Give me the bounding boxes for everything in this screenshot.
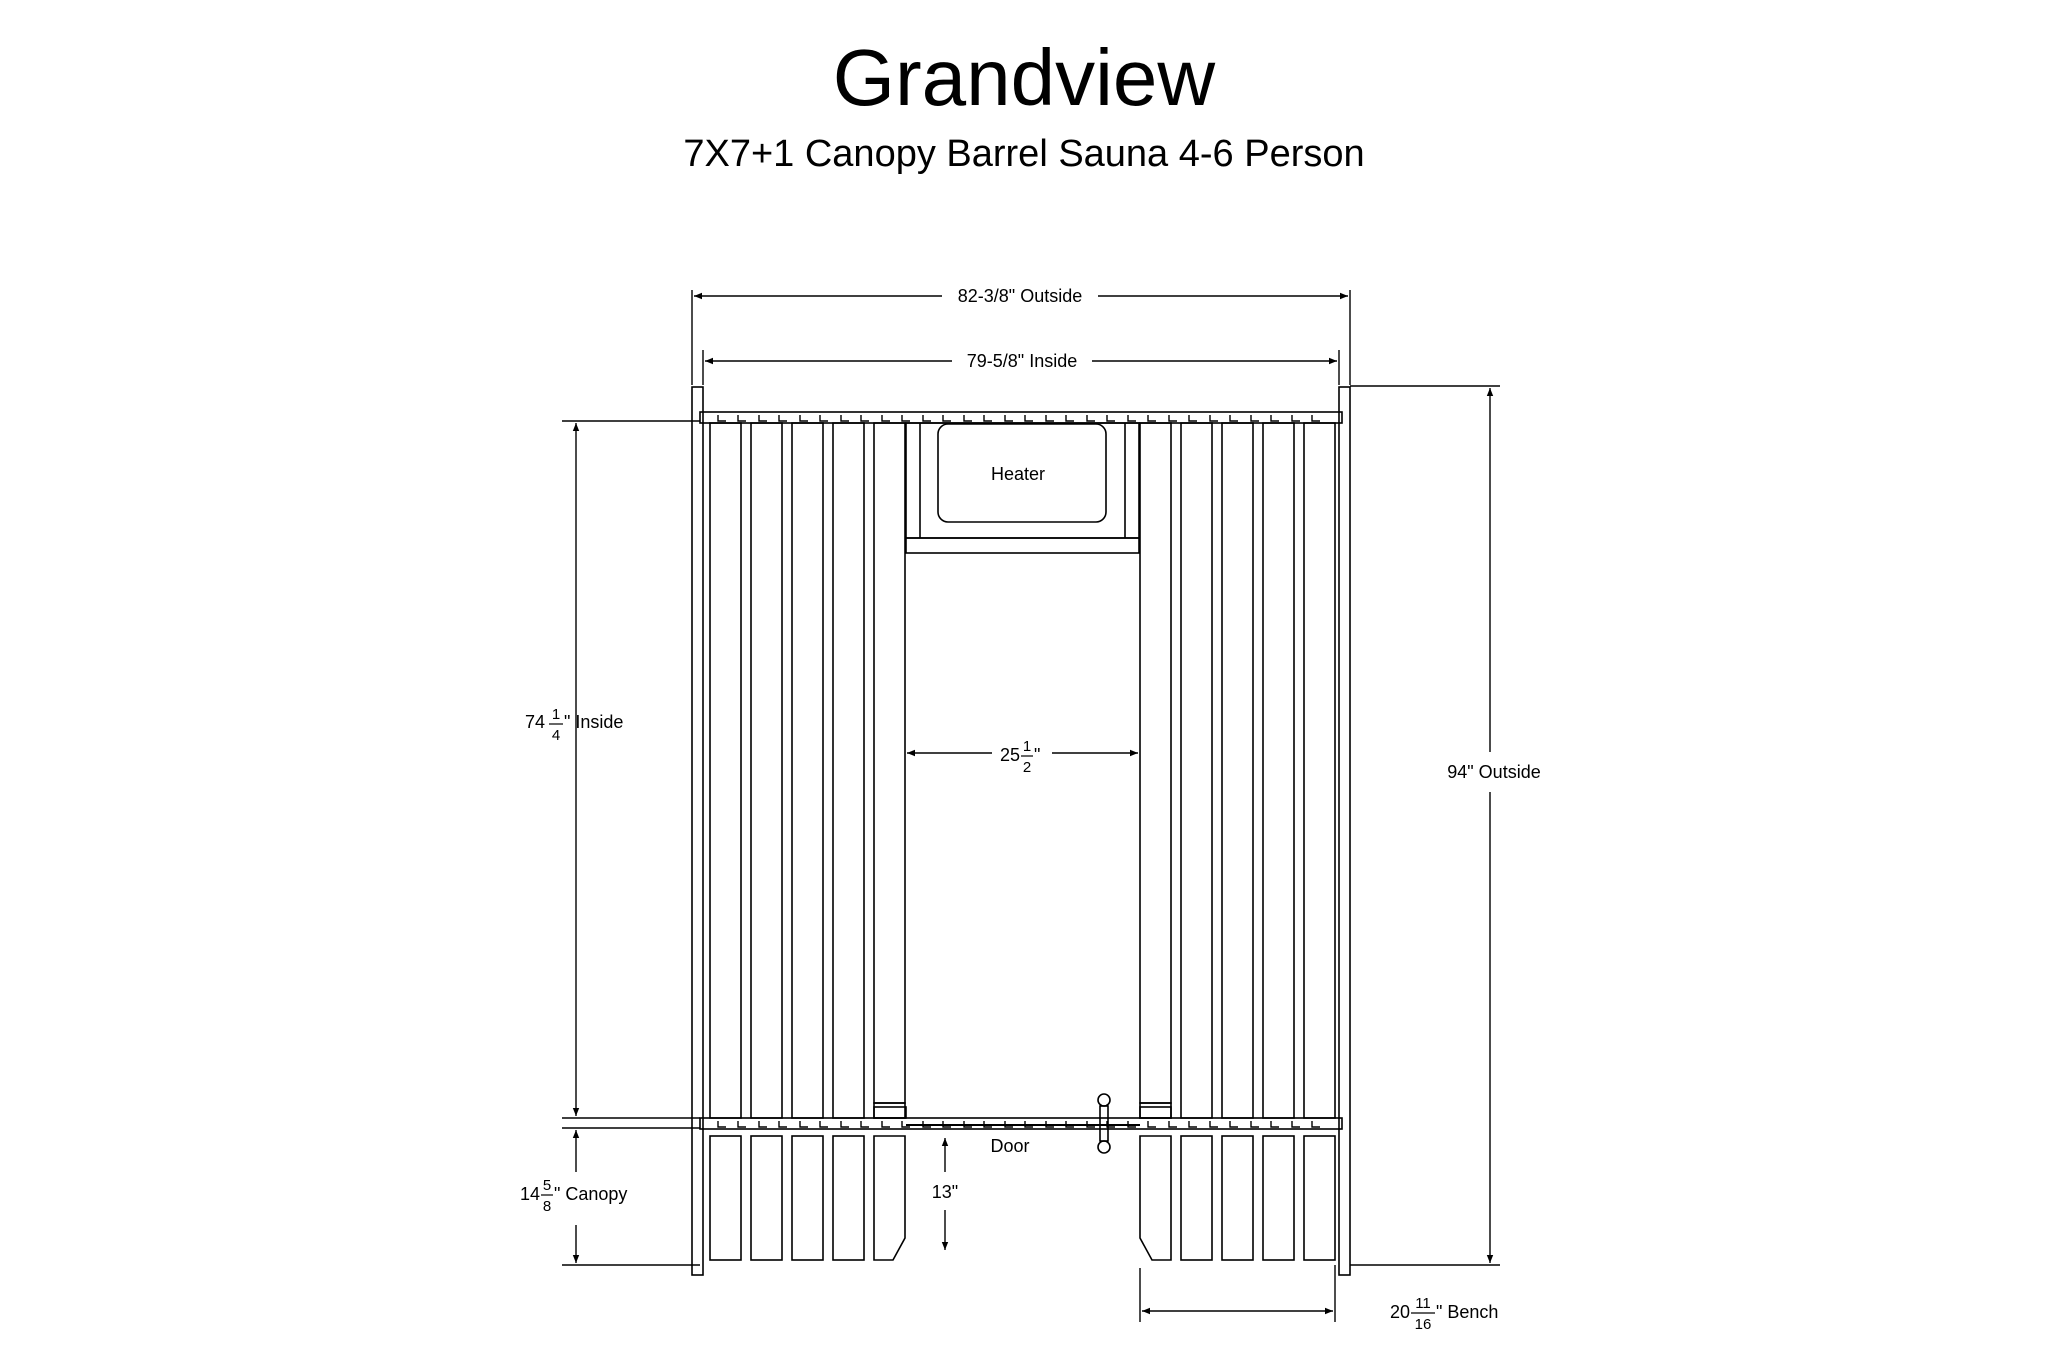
outside-depth-label: 94" Outside [1447,762,1541,782]
back-wall-right-slats [1140,423,1335,1118]
rail-clip [861,415,869,421]
rail-clip [984,415,992,421]
rail-clip [759,415,767,421]
rail-clip [1230,415,1238,421]
svg-text:16: 16 [1414,1316,1432,1333]
rail-clip [1169,1121,1177,1127]
rail-clip [1251,415,1259,421]
back-wall-left-slats [710,423,905,1118]
door-handle [1098,1094,1110,1153]
rail-clip [1271,1121,1279,1127]
rail-clip [902,415,910,421]
rail-clip [923,415,931,421]
svg-text:14: 14 [519,1184,540,1204]
rail-clip [718,1121,726,1127]
rail-clip [1210,1121,1218,1127]
svg-text:" Bench: " Bench [1436,1302,1499,1322]
rail-clip [1128,415,1136,421]
rail-clip [861,1121,869,1127]
rail-clip [1312,1121,1320,1127]
rail-clip [841,415,849,421]
canopy-right-slats [1140,1136,1335,1260]
svg-text:" Canopy: " Canopy [554,1184,628,1204]
rail-clip [800,1121,808,1127]
right-post [1339,387,1350,1275]
rail-clip [882,415,890,421]
rail-clip [1005,415,1013,421]
rail-clip [1210,415,1218,421]
door-jamb-right [1140,1107,1171,1118]
rail-clip [1046,415,1054,421]
inside-width-label: 79-5/8" Inside [966,351,1078,371]
rail-clip [1312,415,1320,421]
rail-clip [1292,1121,1300,1127]
rail-clip [718,415,726,421]
svg-text:2: 2 [1022,759,1032,776]
rail-clip [964,415,972,421]
rail-clip [841,1121,849,1127]
rail-clip [1292,415,1300,421]
svg-text:8: 8 [542,1198,552,1215]
rail-clip [1271,415,1279,421]
svg-text:74: 74 [524,712,545,732]
rail-clip [1107,415,1115,421]
svg-text:": " [1034,745,1041,765]
diagram-title: Grandview [832,33,1216,122]
svg-text:5: 5 [542,1177,552,1194]
diagram-subtitle: 7X7+1 Canopy Barrel Sauna 4-6 Person [683,133,1365,175]
rail-clip [779,415,787,421]
heater-label: Heater [990,464,1046,484]
rail-clip [800,415,808,421]
rail-clip [1230,1121,1238,1127]
back-rail [700,412,1342,423]
svg-text:4: 4 [551,727,561,744]
heater-guard-base [906,538,1139,553]
aisle-width-label [1000,738,1040,776]
step-label: 13" [931,1182,959,1202]
svg-text:25: 25 [999,745,1020,765]
svg-text:20: 20 [1389,1302,1410,1322]
rail-clip [1189,1121,1197,1127]
rail-clip [1066,415,1074,421]
canopy-left-slats [710,1136,905,1260]
svg-text:11: 11 [1415,1295,1431,1312]
rail-clip [1251,1121,1259,1127]
door-jamb-left [874,1107,906,1118]
rail-clip [759,1121,767,1127]
rail-clip [820,1121,828,1127]
rail-clip [1169,415,1177,421]
rail-clip [738,1121,746,1127]
rail-clip [779,1121,787,1127]
inside-depth-label [525,706,623,744]
rail-clip [1025,415,1033,421]
rail-clip [1087,415,1095,421]
front-rail [700,1118,1342,1129]
rail-clip [1189,415,1197,421]
rail-clip [1148,1121,1156,1127]
rail-clip [943,415,951,421]
rail-clip [738,415,746,421]
outside-width-label: 82-3/8" Outside [957,286,1083,306]
svg-text:1: 1 [1022,738,1032,755]
rail-clip [1148,415,1156,421]
rail-clip [820,415,828,421]
left-post [692,387,703,1275]
door-label: Door [990,1136,1030,1156]
svg-text:1: 1 [551,706,561,723]
bench-width-label [1390,1295,1498,1333]
svg-text:" Inside: " Inside [564,712,624,732]
rail-clip [882,1121,890,1127]
canopy-depth-label [520,1177,627,1215]
